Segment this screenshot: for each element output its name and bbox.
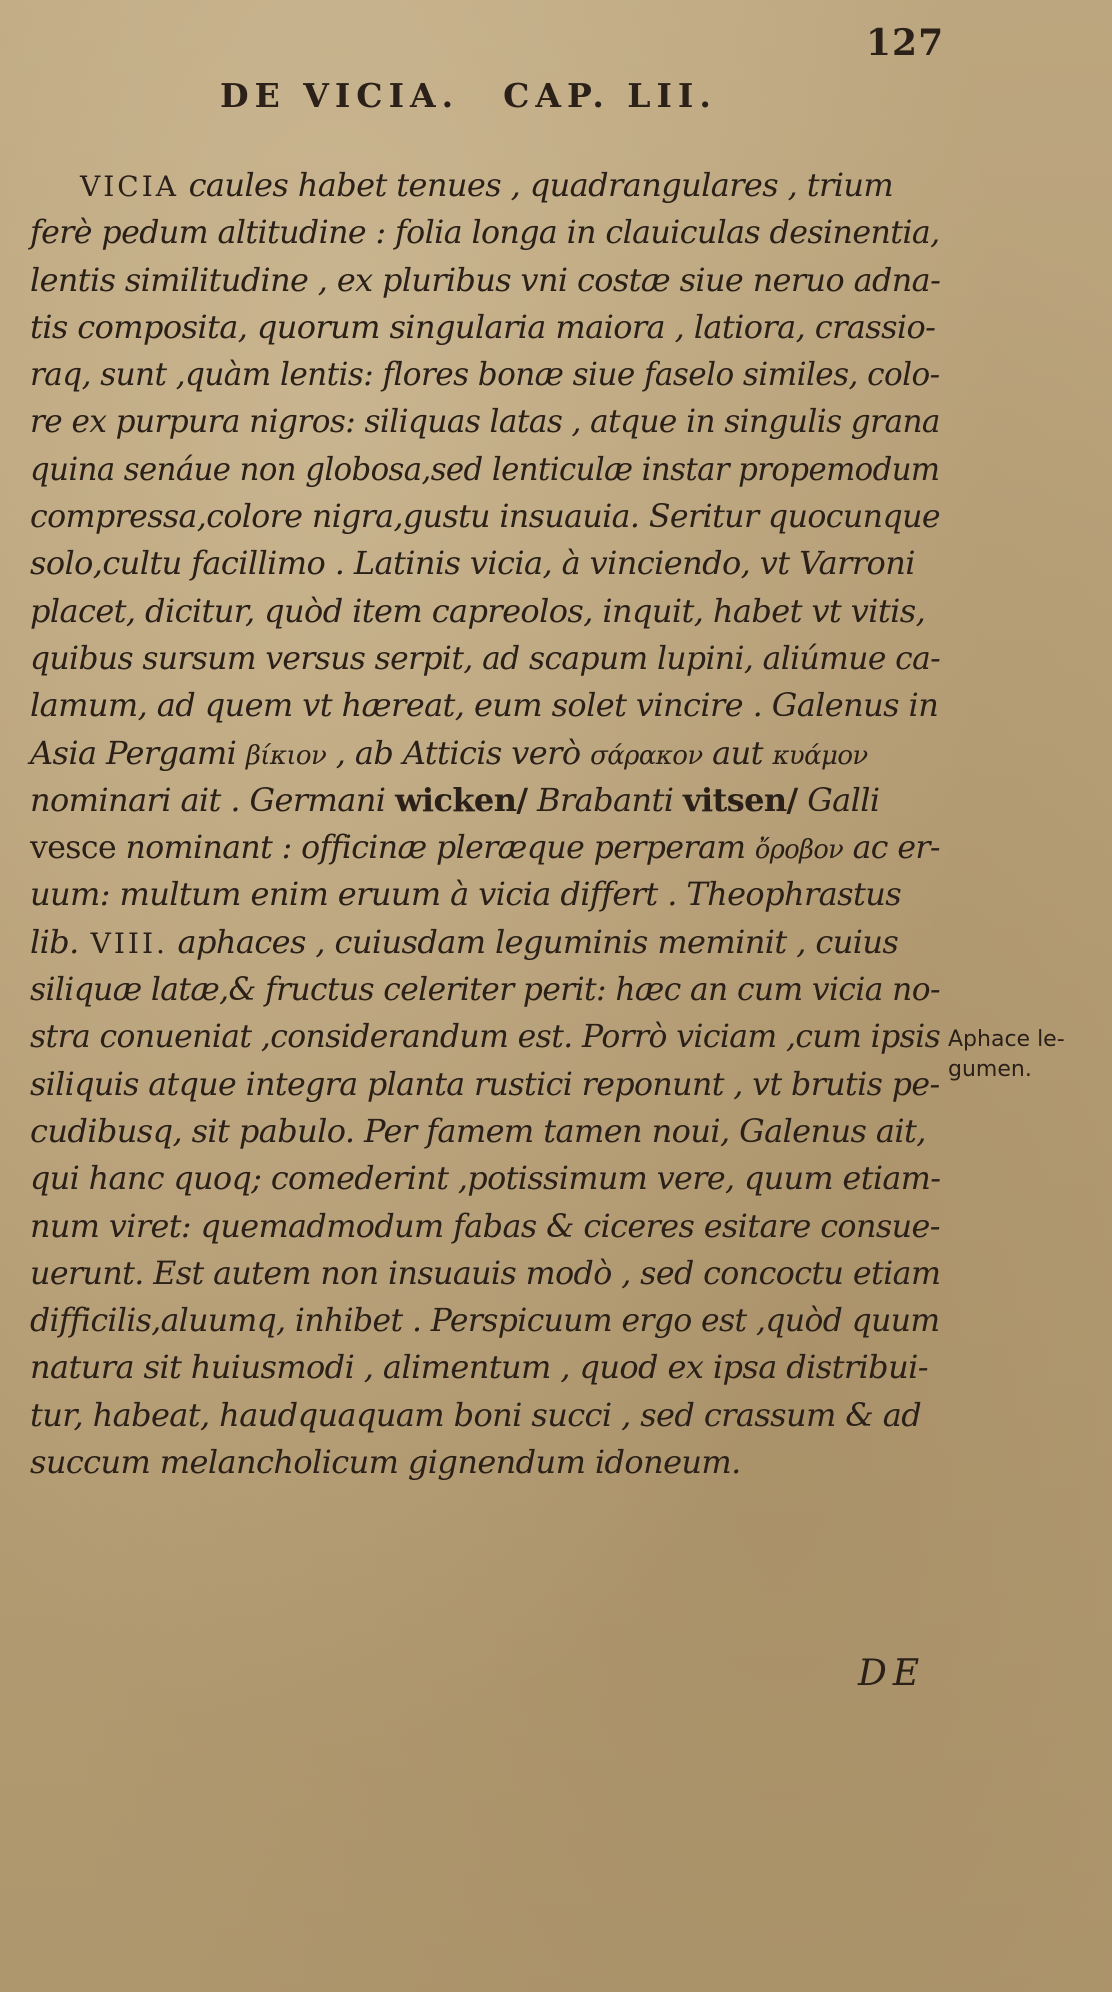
text-line (30, 919, 940, 966)
text-segment: quibus sursum versus serpit, ad scapum lupini, aliúmue ca- (30, 638, 941, 677)
text-line (30, 351, 940, 398)
chapter-heading (220, 76, 717, 115)
text-segment: βίκιον (245, 740, 327, 771)
chapter-title: DE VICIA. (220, 76, 460, 115)
text-line (30, 730, 940, 777)
text-line (30, 588, 940, 635)
text-segment: Galli (797, 780, 880, 819)
text-line (30, 1392, 940, 1439)
text-segment: re ex purpura nigros: siliquas latas , atque in singulis grana (30, 402, 940, 441)
text-segment: tis composita, quorum singularia maiora , latiora, crassio- (30, 307, 936, 346)
text-segment: num viret: quemadmodum fabas & ciceres esitare consue- (30, 1206, 940, 1245)
text-segment: , ab Atticis verò (326, 733, 591, 772)
text-segment: siliquæ latæ,& fructus celeriter perit: hæc an cum vicia no- (30, 970, 940, 1009)
text-line (30, 871, 940, 918)
text-segment: vesce (30, 828, 117, 867)
text-line (30, 162, 940, 209)
text-segment: Asia Pergami (30, 733, 246, 772)
text-line (30, 493, 940, 540)
text-line (30, 446, 940, 493)
margin-note-line: Aphace le- (948, 1027, 1065, 1052)
text-line (30, 540, 940, 587)
text-line (30, 1344, 940, 1391)
body-text (30, 162, 940, 1486)
text-segment: siliquis atque integra planta rustici reponunt , vt brutis pe- (30, 1064, 940, 1103)
text-line (30, 1013, 941, 1060)
text-line (30, 304, 940, 351)
text-segment: lentis similitudine , ex pluribus vni costæ siue neruo adna- (30, 260, 941, 299)
text-line (30, 1203, 940, 1250)
text-line (30, 257, 941, 304)
text-line (30, 1297, 940, 1344)
text-segment: cudibusq, sit pabulo. Per famem tamen noui, Galenus ait, (30, 1111, 926, 1150)
text-segment: placet, dicitur, quòd item capreolos, inquit, habet vt vitis, (30, 591, 926, 630)
text-line (30, 1108, 940, 1155)
text-segment: aut (702, 733, 773, 772)
text-segment: aphaces , cuiusdam leguminis meminit , cuius (167, 922, 899, 961)
text-segment: natura sit huiusmodi , alimentum , quod ex ipsa distribui- (30, 1348, 928, 1387)
text-segment: ac er- (843, 828, 940, 867)
text-line (30, 1439, 940, 1486)
text-segment: raq, sunt ,quàm lentis: flores bonæ siue faselo similes, colo- (30, 355, 940, 394)
text-segment: VIII. (78, 926, 168, 960)
text-segment: Brabanti (527, 780, 683, 819)
text-line (30, 1155, 941, 1202)
text-segment: difficilis,aluumq, inhibet . Perspicuum ergo est ,quòd quum (30, 1301, 940, 1340)
text-segment: lamum, ad quem vt hæreat, eum solet vincire . Galenus in (30, 686, 939, 725)
catchword: DE (858, 1653, 926, 1694)
text-segment: wicken/ (394, 780, 528, 819)
text-line (30, 635, 941, 682)
text-segment: succum melancholicum gignendum idoneum. (30, 1443, 741, 1482)
text-line (30, 1250, 941, 1297)
text-line (30, 398, 940, 445)
text-segment: ferè pedum altitudine : folia longa in clauiculas desinentia, (30, 213, 940, 252)
text-segment: uerunt. Est autem non insuauis modò , sed concoctu etiam (30, 1253, 941, 1292)
text-segment: uum: multum enim eruum à vicia differt . Theophrastus (30, 875, 902, 914)
text-segment: nominari ait . Germani (30, 780, 395, 819)
text-line (30, 966, 940, 1013)
text-line (30, 682, 940, 729)
text-segment: qui hanc quoq; comederint ,potissimum vere, quum etiam- (30, 1159, 941, 1198)
text-segment: solo,cultu facillimo . Latinis vicia, à vinciendo, vt Varroni (30, 544, 915, 583)
text-segment: lib. (30, 922, 79, 961)
text-line (30, 824, 940, 871)
page-number: 127 (866, 22, 945, 64)
text-line (30, 1061, 940, 1108)
text-segment: ὄροβον (754, 835, 844, 866)
text-segment: quina senáue non globosa,sed lenticulæ instar propemodum (30, 449, 940, 488)
text-line (30, 209, 940, 256)
margin-note-line: gumen. (948, 1057, 1032, 1082)
text-segment: compressa,colore nigra,gustu insuauia. Seritur quocunque (30, 497, 940, 536)
text-segment: vitsen/ (682, 780, 798, 819)
text-segment: σάρακον (590, 740, 703, 771)
text-segment: VICIA (80, 170, 179, 203)
text-segment: stra conueniat ,considerandum est. Porrò viciam ,cum ipsis (30, 1017, 941, 1056)
text-line (30, 777, 940, 824)
margin-note (948, 1025, 1108, 1085)
text-segment: κυάμον (772, 740, 868, 771)
text-segment: caules habet tenues , quadrangulares , trium (179, 166, 894, 204)
text-segment: tur, habeat, haudquaquam boni succi , sed crassum & ad (30, 1395, 922, 1434)
chapter-number: CAP. LII. (503, 76, 717, 115)
text-segment: nominant : officinæ pleræque perperam (116, 828, 755, 867)
